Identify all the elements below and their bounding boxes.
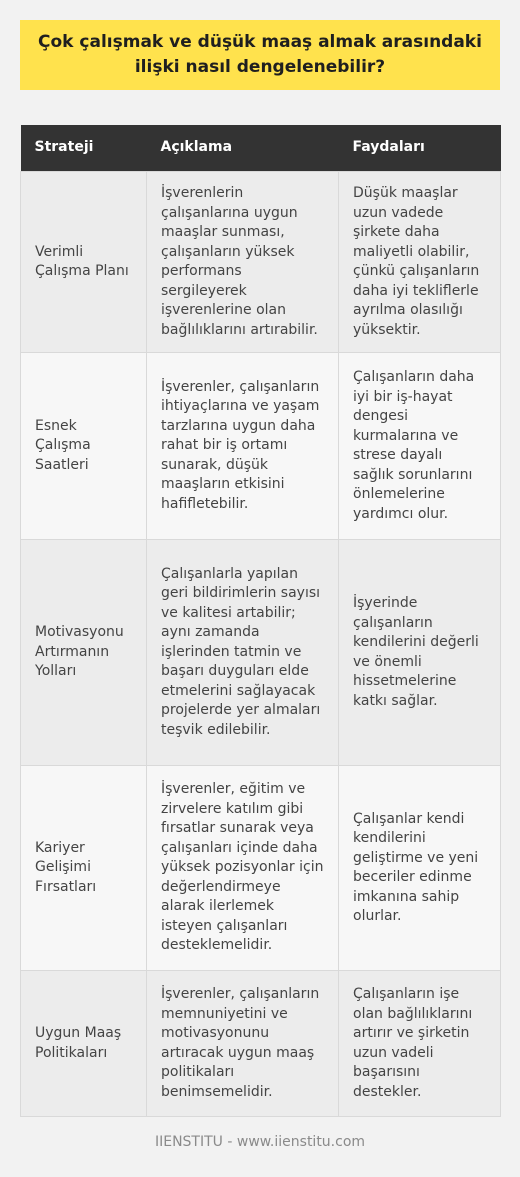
table-row [21, 971, 501, 1117]
header-description: Açıklama [147, 125, 339, 172]
cell-benefits: Çalışanlar kendi kendilerini geliştirme ve yeni beceriler edinme imkanına sahip olurlar. [339, 766, 501, 971]
cell-strategy: Esnek Çalışma Saatleri [21, 353, 147, 540]
strategy-table [20, 125, 501, 1117]
cell-description: İşverenler, çalışanların memnuniyetini ve motivasyonunu artıracak uygun maaş politikaları benimsemelidir. [147, 971, 339, 1117]
table-header-row [21, 125, 501, 172]
page-title [20, 20, 500, 90]
table-row [21, 353, 501, 540]
cell-description: İşverenlerin çalışanlarına uygun maaşlar sunması, çalışanların yüksek performans sergileyerek işverenlerine olan bağlılıklarını artırabilir. [147, 172, 339, 353]
cell-benefits: Çalışanların daha iyi bir iş-hayat dengesi kurmalarına ve strese dayalı sağlık sorunlarını önlemelerine yardımcı olur. [339, 353, 501, 540]
header-benefits: Faydaları [339, 125, 501, 172]
table-row [21, 172, 501, 353]
cell-strategy: Verimli Çalışma Planı [21, 172, 147, 353]
cell-description: İşverenler, eğitim ve zirvelere katılım gibi fırsatlar sunarak veya çalışanları içinde daha yüksek pozisyonlar için değerlendirmeye alarak ilerlemek isteyen çalışanları desteklemelidir. [147, 766, 339, 971]
table-row [21, 540, 501, 766]
page-title-text: Çok çalışmak ve düşük maaş almak arasındaki ilişki nasıl dengelenebilir? [38, 32, 482, 77]
cell-benefits: Düşük maaşlar uzun vadede şirkete daha maliyetli olabilir, çünkü çalışanların daha iyi tekliflerle ayrılma olasılığı yüksektir. [339, 172, 501, 353]
cell-strategy: Uygun Maaş Politikaları [21, 971, 147, 1117]
cell-benefits: Çalışanların işe olan bağlılıklarını artırır ve şirketin uzun vadeli başarısını destekler. [339, 971, 501, 1117]
footer-credit: IIENSTITU - www.iienstitu.com [154, 1134, 366, 1150]
header-strategy: Strateji [21, 125, 147, 172]
cell-description: İşverenler, çalışanların ihtiyaçlarına ve yaşam tarzlarına uygun daha rahat bir iş ortamı sunarak, düşük maaşların etkisini hafifletebilir. [147, 353, 339, 540]
cell-description: Çalışanlarla yapılan geri bildirimlerin sayısı ve kalitesi artabilir; aynı zamanda işlerinden tatmin ve başarı duyguları elde etmelerini sağlayacak projelerde yer almaları teşvik edilebilir. [147, 540, 339, 766]
table-row [21, 766, 501, 971]
cell-benefits: İşyerinde çalışanların kendilerini değerli ve önemli hissetmelerine katkı sağlar. [339, 540, 501, 766]
cell-strategy: Kariyer Gelişimi Fırsatları [21, 766, 147, 971]
cell-strategy: Motivasyonu Artırmanın Yolları [21, 540, 147, 766]
